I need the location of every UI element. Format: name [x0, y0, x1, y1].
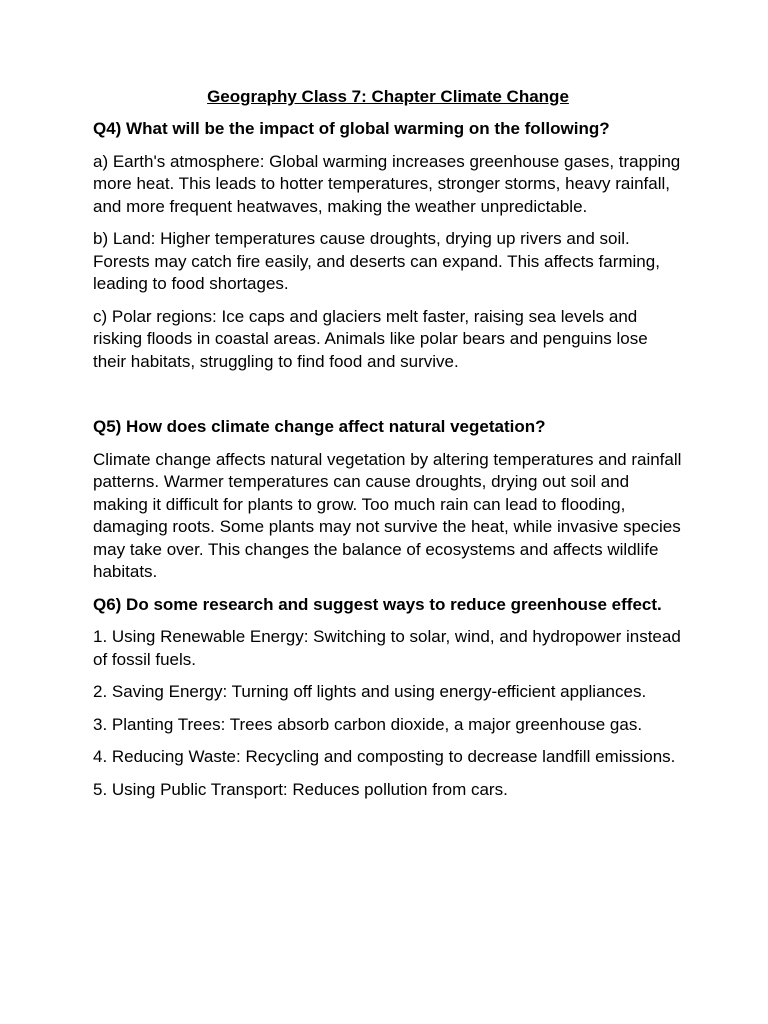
answer-q6-4: 4. Reducing Waste: Recycling and composting to decrease landfill emissions. — [93, 747, 676, 766]
question-q4: Q4) What will be the impact of global warming on the following? — [93, 119, 610, 138]
question-q5: Q5) How does climate change affect natural vegetation? — [93, 417, 546, 436]
answer-q6-5: 5. Using Public Transport: Reduces pollution from cars. — [93, 779, 508, 799]
answer-q6-1: 1. Using Renewable Energy: Switching to solar, wind, and hydropower instead of fossil fuels. — [93, 627, 681, 669]
answer-q4-a: a) Earth's atmosphere: Global warming increases greenhouse gases, trapping more heat. This leads to hotter temperatures, stronger storms, heavy rainfall, and more frequent heatwaves, making the weather unpredictable. — [93, 151, 681, 216]
answer-q6-2: 2. Saving Energy: Turning off lights and using energy-efficient appliances. — [93, 682, 647, 701]
answer-q6-3: 3. Planting Trees: Trees absorb carbon dioxide, a major greenhouse gas. — [93, 714, 643, 734]
question-q6: Q6) Do some research and suggest ways to reduce greenhouse effect. — [93, 594, 662, 614]
answer-q5: Climate change affects natural vegetation by altering temperatures and rainfall patterns. Warmer temperatures can cause droughts, drying out soil and making it difficult for plants to grow. Too much rain can lead to flooding, damaging roots. Some plants may not survive the heat, while invasive species may take over. This changes the balance of ecosystems and affects wildlife habitats. — [93, 449, 682, 581]
document-title: Geography Class 7: Chapter Climate Change — [207, 87, 569, 106]
answer-q4-c: c) Polar regions: Ice caps and glaciers melt faster, raising sea levels and risking floods in coastal areas. Animals like polar bears and penguins lose their habitats, struggling to find food and survive. — [93, 306, 648, 371]
section-spacer — [93, 383, 683, 416]
answer-q4-b: b) Land: Higher temperatures cause droughts, drying up rivers and soil. Forests may catch fire easily, and deserts can expand. This affects farming, leading to food shortages. — [93, 229, 660, 293]
document-page — [93, 86, 683, 811]
